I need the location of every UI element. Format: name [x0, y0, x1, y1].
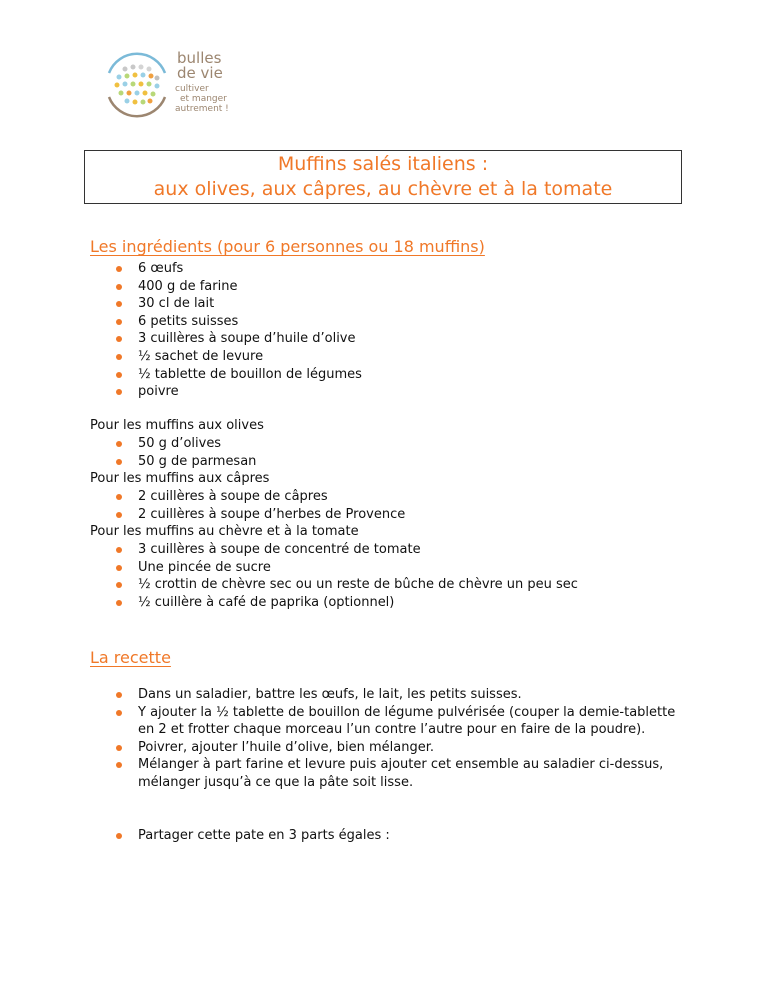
ingredients-heading: Les ingrédients (pour 6 personnes ou 18 muffins) — [90, 237, 485, 256]
list-item: 50 g d’olives — [116, 435, 256, 453]
bullet-icon — [116, 582, 122, 588]
capres-list — [116, 488, 405, 523]
list-item: poivre — [116, 383, 362, 401]
list-item: ½ cuillère à café de paprika (optionnel) — [116, 594, 578, 612]
bullet-icon — [116, 833, 122, 839]
list-item: 50 g de parmesan — [116, 453, 256, 471]
page-title — [84, 150, 682, 204]
list-item: 400 g de farine — [116, 278, 362, 296]
bullet-icon — [116, 319, 122, 325]
list-item: 3 cuillères à soupe de concentré de tomate — [116, 541, 578, 559]
list-item: Partager cette pate en 3 parts égales : — [116, 827, 390, 845]
olives-list — [116, 435, 256, 470]
list-item: 30 cl de lait — [116, 295, 362, 313]
list-item: 3 cuillères à soupe d’huile d’olive — [116, 330, 362, 348]
bullet-icon — [116, 389, 122, 395]
title-line-2: aux olives, aux câpres, au chèvre et à la tomate — [153, 178, 613, 200]
recipe-last-step — [116, 827, 390, 845]
bullet-icon — [116, 710, 122, 716]
bullet-icon — [116, 266, 122, 272]
recipe-heading: La recette — [90, 648, 171, 667]
list-item: 2 cuillères à soupe d’herbes de Provence — [116, 506, 405, 524]
capres-label: Pour les muffins aux câpres — [90, 471, 270, 486]
list-item: Poivrer, ajouter l’huile d’olive, bien mélanger. — [116, 739, 676, 757]
bullet-icon — [116, 547, 122, 553]
bullet-icon — [116, 762, 122, 768]
bullet-icon — [116, 494, 122, 500]
list-item: Y ajouter la ½ tablette de bouillon de légume pulvérisée (couper la demie-tablette en 2 et frotter chaque morceau l’un contre l’autre pour en faire de la poudre). — [116, 704, 676, 739]
logo-tagline-3: autrement ! — [175, 104, 229, 114]
list-item: 6 petits suisses — [116, 313, 362, 331]
list-item: Une pincée de sucre — [116, 559, 578, 577]
chevre-label: Pour les muffins au chèvre et à la tomate — [90, 524, 359, 539]
chevre-list — [116, 541, 578, 611]
list-item: 2 cuillères à soupe de câpres — [116, 488, 405, 506]
bullet-icon — [116, 600, 122, 606]
bullet-icon — [116, 284, 122, 290]
list-item: Dans un saladier, battre les œufs, le lait, les petits suisses. — [116, 686, 676, 704]
bullet-icon — [116, 459, 122, 465]
bullet-icon — [116, 354, 122, 360]
logo-line1: bulles — [177, 49, 222, 67]
bullet-icon — [116, 565, 122, 571]
bullet-icon — [116, 441, 122, 447]
list-item: Mélanger à part farine et levure puis ajouter cet ensemble au saladier ci-dessus, mélanger jusqu’à ce que la pâte soit lisse. — [116, 756, 676, 791]
logo-tagline-2: et manger — [180, 94, 227, 104]
list-item: ½ tablette de bouillon de légumes — [116, 366, 362, 384]
logo — [103, 47, 243, 127]
bullet-icon — [116, 512, 122, 518]
bullet-icon — [116, 336, 122, 342]
bullet-icon — [116, 692, 122, 698]
logo-line2: de vie — [177, 64, 223, 82]
recipe-steps — [116, 686, 676, 792]
title-line-1: Muffins salés italiens : — [277, 153, 489, 175]
list-item: ½ sachet de levure — [116, 348, 362, 366]
ingredients-list — [116, 260, 362, 401]
logo-tagline-1: cultiver — [175, 84, 209, 94]
bullet-icon — [116, 745, 122, 751]
list-item: ½ crottin de chèvre sec ou un reste de bûche de chèvre un peu sec — [116, 576, 578, 594]
bubbles-logo-icon — [103, 51, 171, 119]
list-item: 6 œufs — [116, 260, 362, 278]
bullet-icon — [116, 372, 122, 378]
bullet-icon — [116, 301, 122, 307]
olives-label: Pour les muffins aux olives — [90, 418, 264, 433]
